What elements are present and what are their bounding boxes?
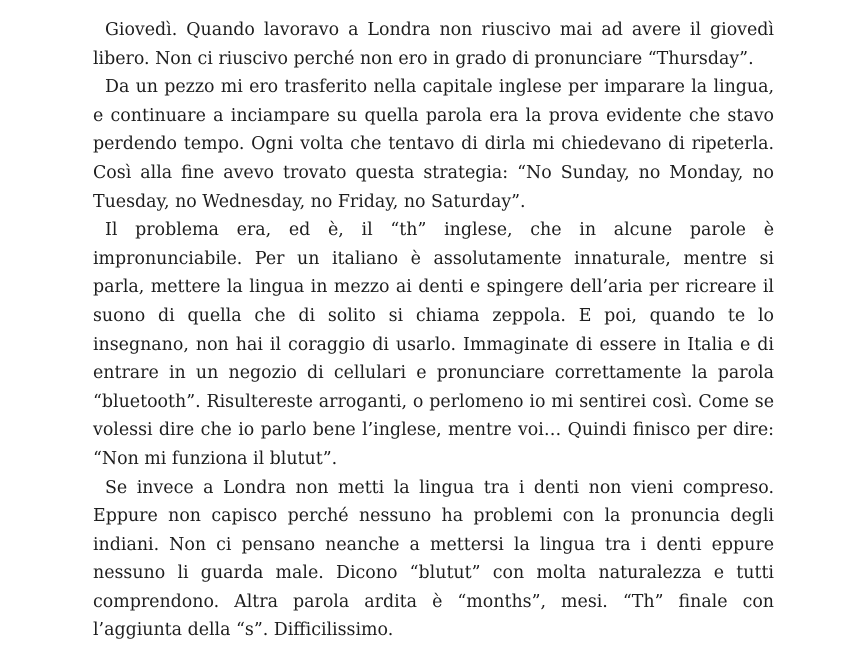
paragraph-2: Da un pezzo mi ero trasferito nella capitale inglese per imparare la lingua, e continuare a inciampare su quella parola era la prova evidente che stavo perdendo tempo. Ogni volta che tentavo di dirla mi chiedevano di ripeterla. Così alla fine avevo trovato questa strategia: “No Sunday, no Monday, no Tuesday, no Wednesday, no Friday, no Saturday”. [93, 73, 774, 216]
paragraph-3: Il problema era, ed è, il “th” inglese, che in alcune parole è impronunciabile. Per un italiano è assolutamente innaturale, mentre si parla, mettere la lingua in mezzo ai denti e spingere dell’aria per ricreare il suono di quella che di solito si chiama zeppola. E poi, quando te lo insegnano, non hai il coraggio di usarlo. Immaginate di essere in Italia e di entrare in un negozio di cellulari e pronunciare correttamente la parola “bluetooth”. Risultereste arroganti, o perlomeno io mi sentirei così. Come se volessi dire che io parlo bene l’inglese, mentre voi… Quindi finisco per dire: “Non mi funziona il blutut”. [93, 216, 774, 473]
document-page [93, 16, 774, 645]
paragraph-4: Se invece a Londra non metti la lingua tra i denti non vieni compreso. Eppure non capisco perché nessuno ha problemi con la pronuncia degli indiani. Non ci pensano neanche a mettersi la lingua tra i denti eppure nessuno li guarda male. Dicono “blutut” con molta naturalezza e tutti comprendono. Altra parola ardita è “months”, mesi. “Th” finale con l’aggiunta della “s”. Difficilissimo. [93, 474, 774, 645]
paragraph-1: Giovedì. Quando lavoravo a Londra non riuscivo mai ad avere il giovedì libero. Non ci riuscivo perché non ero in grado di pronunciare “Thursday”. [93, 16, 774, 73]
